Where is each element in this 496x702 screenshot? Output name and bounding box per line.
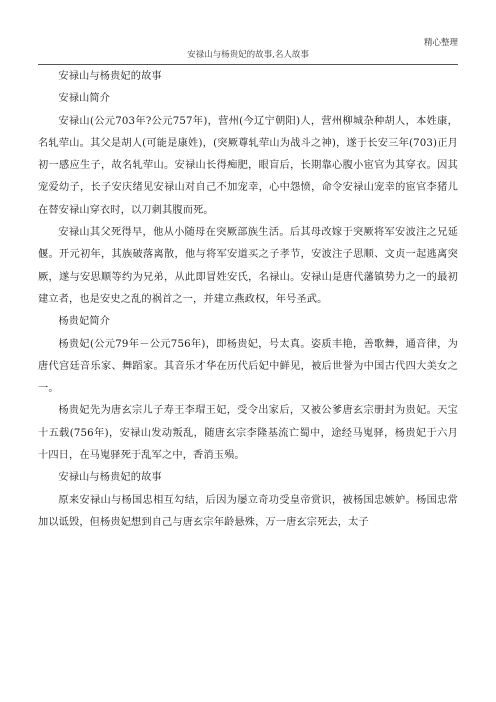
page-header: 安禄山与杨贵妃的故事,名人故事 bbox=[38, 48, 458, 65]
paragraph: 杨贵妃(公元79年－公元756年)，即杨贵妃，号太真。姿质丰艳，善歌舞，通音律，为唐代宫廷音乐家、舞蹈家。其音乐才华在历代后妃中鲜见，被后世誉为中国古代四大美女之一。 bbox=[38, 338, 458, 395]
corner-note: 精心整理 bbox=[423, 38, 458, 48]
paragraph: 原来安禄山与杨国忠相互勾结，后因为屡立奇功受皇帝赏识，被杨国忠嫉妒。杨国忠常加以诋毁，但杨贵妃想到自己与唐玄宗年龄悬殊，万一唐玄宗死去，太子 bbox=[38, 494, 458, 528]
paragraph: 安禄山(公元703年?公元757年)，营州(今辽宁朝阳)人，营州柳城杂种胡人，本姓康，名轧荦山。其父是胡人(可能是康姓)，(突厥尊轧荦山为战斗之神)，遂于长安三年(703)正月初一感应生子，故名轧荦山。安禄山长得痴肥，眼盲后，长期靠心腹小宦官为其穿衣。因其宠爱幼子，长子安庆绪见安禄山对自己不加宠幸，心中怨愤，命令安禄山宠幸的宦官李猪儿在替安禄山穿衣时，以刀刺其腹而死。 bbox=[38, 115, 458, 216]
section-heading: 安禄山简介 bbox=[58, 93, 111, 105]
paragraph: 杨贵妃先为唐玄宗儿子寿王李瑁王妃，受令出家后，又被公爹唐玄宗册封为贵妃。天宝十五载(756年)，安禄山发动叛乱，随唐玄宗李隆基流亡蜀中，途经马嵬驿，杨贵妃于六月十四日，在马嵬驿死于乱军之中，香消玉殒。 bbox=[38, 405, 458, 462]
paragraph: 安禄山其父死得早，他从小随母在突厥部族生活。后其母改嫁于突厥将军安波注之兄延偃。开元初年，其族破落离散，他与将军安道买之子孝节，安波注子思顺、文贞一起逃离突厥，遂与安思顺等约为兄弟，从此即冒姓安氏，名禄山。安禄山是唐代藩镇势力之一的最初建立者，也是安史之乱的祸首之一，并建立燕政权，年号圣武。 bbox=[38, 227, 458, 305]
doc-title: 安禄山与杨贵妃的故事 bbox=[58, 71, 162, 82]
document-body bbox=[38, 66, 458, 534]
section-heading: 杨贵妃简介 bbox=[58, 316, 111, 328]
section-heading: 安禄山与杨贵妃的故事 bbox=[58, 472, 162, 484]
